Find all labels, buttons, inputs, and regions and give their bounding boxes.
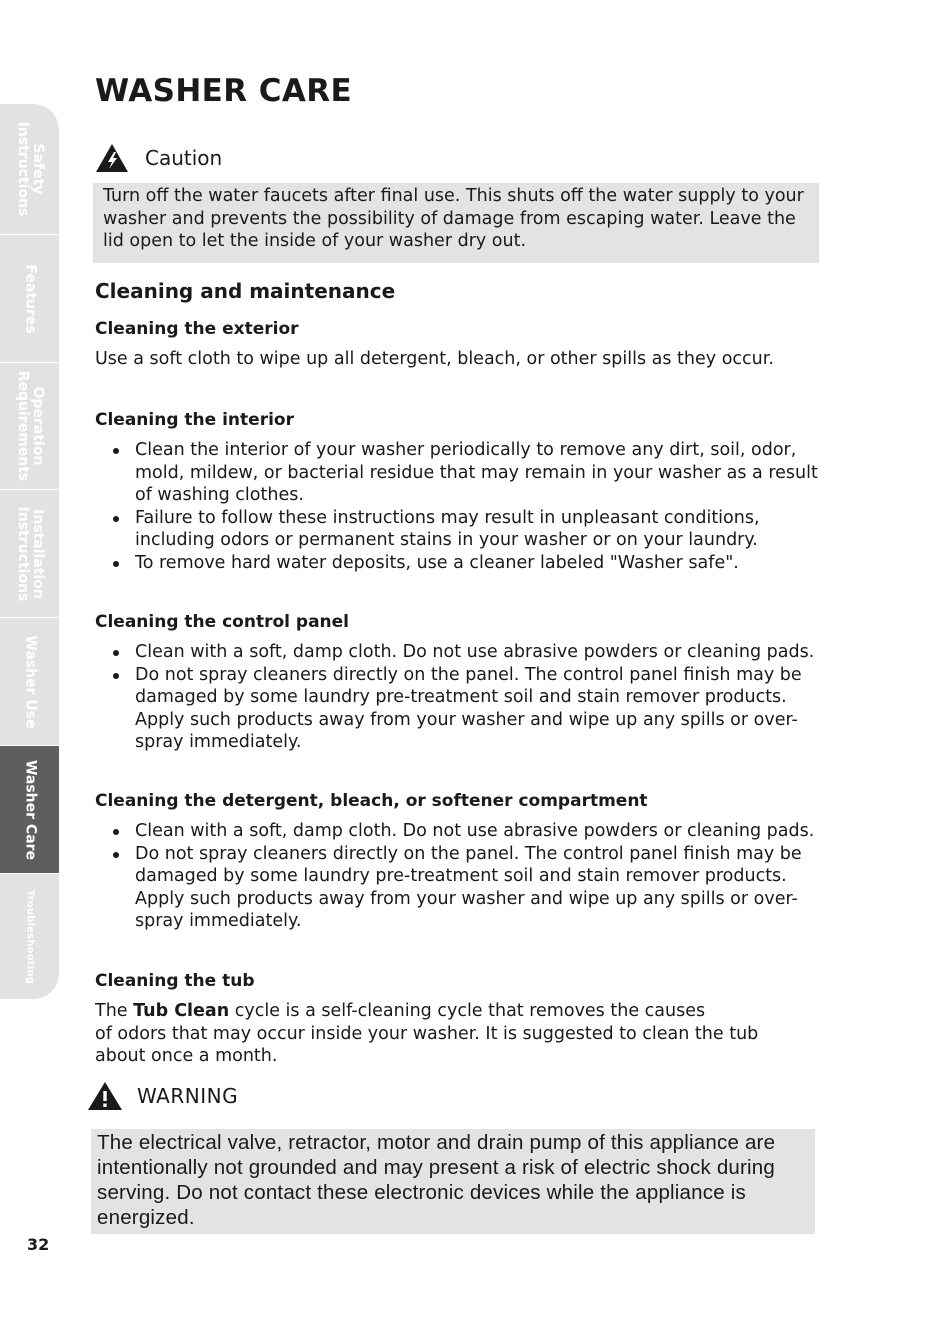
warning-label: WARNING [137,1084,239,1108]
tab-troubleshooting[interactable] [0,874,59,1000]
control-panel-list [95,641,820,754]
warning-triangle-icon [95,143,129,173]
compartment-heading: Cleaning the detergent, bleach, or softener compartment [95,791,648,811]
section-title: Cleaning and maintenance [95,279,396,303]
tab-label: Washer Care [22,759,38,860]
list-item: To remove hard water deposits, use a cleaner labeled "Washer safe". [95,552,820,575]
list-item: Do not spray cleaners directly on the panel. The control panel finish may be damaged by some laundry pre-treatment soil and stain remover products. Apply such products away from your washer and wipe up any spills or over-spray immediately. [95,843,820,933]
tub-text-line2: of odors that may occur inside your washer. It is suggested to clean the tub [95,1023,759,1044]
tub-text-prefix: The [95,1001,134,1021]
warning-box [91,1129,815,1234]
warning-text: The electrical valve, retractor, motor and drain pump of this appliance are intentionally not grounded and may present a risk of electric shock during serving. Do not contact these electronic devices while the appliance is energized. [97,1131,776,1229]
list-item: Do not spray cleaners directly on the panel. The control panel finish may be damaged by some laundry pre-treatment soil and stain remover products. Apply such products away from your washer and wipe up any spills or over-spray immediately. [95,664,820,754]
tab-washer-care[interactable] [0,746,59,874]
tab-safety-instructions[interactable] [0,104,59,235]
tab-label: Safety Instructions [14,121,46,217]
tab-installation-instructions[interactable] [0,490,59,618]
tab-label: Operation Requirements [14,370,46,482]
tab-label: Installation Instructions [14,506,46,601]
exterior-heading: Cleaning the exterior [95,319,299,339]
page-number: 32 [27,1235,50,1254]
compartment-list [95,820,820,933]
tub-clean-bold: Tub Clean [133,1001,230,1021]
caution-heading [95,143,222,173]
tub-text-line3: about once a month. [95,1046,278,1066]
caution-text: Turn off the water faucets after final use. This shuts off the water supply to your washer and prevents the possibility of damage from escaping water. Leave the lid open to let the inside of your washer dry out. [103,186,804,251]
side-tabs [0,104,59,1000]
tab-label: Washer Use [22,634,38,729]
caution-label: Caution [145,146,223,170]
tub-text [95,1000,855,1068]
list-item: Clean with a soft, damp cloth. Do not use abrasive powders or cleaning pads. [95,641,820,664]
tub-text-rest: cycle is a self-cleaning cycle that removes the causes [229,1001,706,1021]
tab-features[interactable] [0,235,59,363]
control-panel-heading: Cleaning the control panel [95,612,349,632]
list-item: Clean with a soft, damp cloth. Do not use abrasive powders or cleaning pads. [95,820,820,843]
page-title: WASHER CARE [95,73,353,109]
list-item: Clean the interior of your washer periodically to remove any dirt, soil, odor, mold, mildew, or bacterial residue that may remain in your washer as a result of washing clothes. [95,439,820,507]
list-item: Failure to follow these instructions may result in unpleasant conditions, including odors or permanent stains in your washer or on your laundry. [95,507,820,552]
warning-triangle-icon [87,1081,123,1111]
tub-heading: Cleaning the tub [95,971,255,991]
warning-heading [87,1081,238,1111]
tab-label: Troubleshooting [24,889,35,984]
tab-washer-use[interactable] [0,618,59,746]
tab-label: Features [22,263,38,334]
tab-operation-requirements[interactable] [0,363,59,490]
caution-box [93,183,819,263]
interior-list [95,439,820,574]
exterior-text: Use a soft cloth to wipe up all detergent, bleach, or other spills as they occur. [95,349,774,369]
interior-heading: Cleaning the interior [95,410,294,430]
